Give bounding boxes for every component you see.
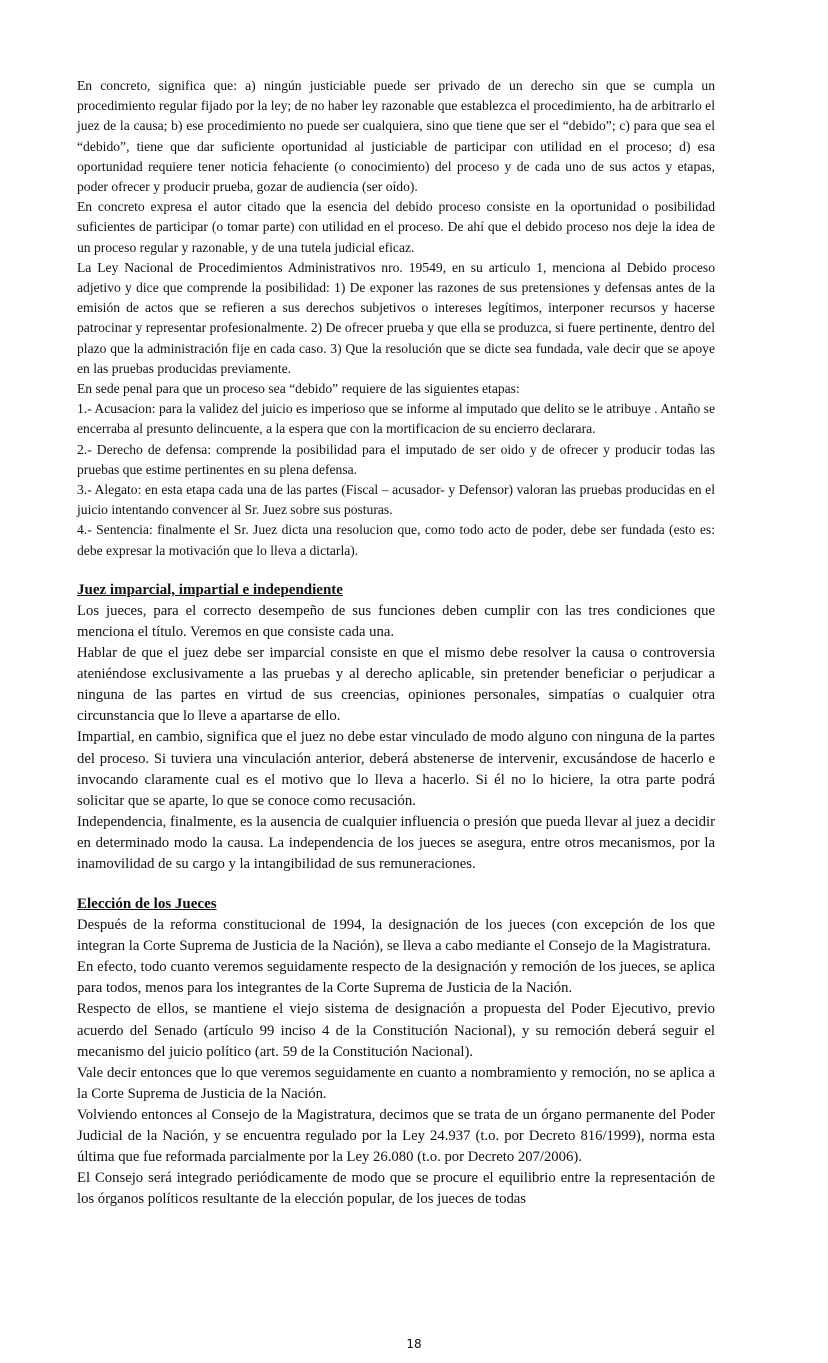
- paragraph: En sede penal para que un proceso sea “debido” requiere de las siguientes etapas:: [77, 381, 520, 397]
- paragraph: Impartial, en cambio, significa que el juez no debe estar vinculado de modo alguno con ninguna de la partes del proceso. Si tuviera una vinculación anterior, deberá abstenerse de intervenir, excusándose de hacerlo e invocando claramente cual es el motivo que lo lleva a hacerlo. Si él no lo hiciere, la otra parte podrá solicitar que se aparte, lo que se conoce como recusación.: [77, 729, 715, 809]
- paragraph: Los jueces, para el correcto desempeño de sus funciones deben cumplir con las tres condiciones que menciona el título. Veremos en que consiste cada una.: [77, 602, 715, 640]
- section-juez-imparcial: [77, 580, 715, 875]
- list-item: 2.- Derecho de defensa: comprende la posibilidad para el imputado de ser oido y de ofrecer y producir todas las pruebas que estime pertinentes en su plena defensa.: [77, 441, 715, 477]
- list-item: 4.- Sentencia: finalmente el Sr. Juez dicta una resolucion que, como todo acto de poder, debe ser fundada (esto es: debe expresar la motivación que lo lleva a dictarla).: [77, 522, 715, 558]
- section-gap: [77, 561, 715, 580]
- section-heading: Elección de los Jueces: [77, 896, 217, 913]
- paragraph: En concreto, significa que: a) ningún justiciable puede ser privado de un derecho sin que se cumpla un procedimiento regular fijado por la ley; de no haber ley razonable que establezca el procedimiento, ha de arbitrarlo el juez de la causa; b) ese procedimiento no puede ser cualquiera, sino que tiene que ser el “debido”; c) para que sea el “debido”, tiene que dar suficiente oportunidad al justiciable de participar con utilidad en el proceso; d) esa oportunidad requiere tener noticia fehaciente (o conocimiento) del proceso y de cada uno de sus actos y etapas, poder ofrecer y producir prueba, gozar de audiencia (ser oído).: [77, 78, 715, 195]
- paragraph: En concreto expresa el autor citado que la esencia del debido proceso consiste en la oportunidad o posibilidad suficientes de participar (o tomar parte) con utilidad en el proceso. De ahí que el debido proceso nos deje la idea de un proceso regular y razonable, y de una tutela judicial eficaz.: [77, 199, 715, 255]
- section-gap: [77, 875, 715, 894]
- paragraph: La Ley Nacional de Procedimientos Administrativos nro. 19549, en su articulo 1, menciona al Debido proceso adjetivo y dice que comprende la posibilidad: 1) De exponer las razones de sus pretensiones y defensas antes de la emisión de actos que se refieren a sus derechos subjetivos o intereses legítimos, interponer recursos y hacerse patrocinar y representar profesionalmente. 2) De ofrecer prueba y que ella se produzca, si fuere pertinente, dentro del plazo que la administración fije en cada caso. 3) Que la resolución que se dicte sea fundada, vale decir que se apoye en las pruebas producidas previamente.: [77, 259, 715, 376]
- paragraph: Hablar de que el juez debe ser imparcial consiste en que el mismo debe resolver la causa o controversia ateniéndose exclusivamente a las pruebas y al derecho aplicable, sin pretender beneficiar o perjudicar a ninguna de las partes en virtud de sus creencias, opiniones personales, simpatías o cualquier otra circunstancia que lo lleve a apartarse de ello.: [77, 645, 715, 725]
- paragraph: El Consejo será integrado periódicamente de modo que se procure el equilibrio entre la representación de los órganos políticos resultante de la elección popular, de los jueces de todas: [77, 1170, 715, 1208]
- paragraph: Independencia, finalmente, es la ausencia de cualquier influencia o presión que pueda llevar al juez a decidir en determinado modo la causa. La independencia de los jueces se asegura, entre otros mecanismos, por la inamovilidad de su cargo y la intangibilidad de sus remuneraciones.: [77, 813, 715, 872]
- paragraph: Respecto de ellos, se mantiene el viejo sistema de designación a propuesta del Poder Ejecutivo, previo acuerdo del Senado (artículo 99 inciso 4 de la Constitución Nacional), y su remoción deberá seguir el mecanismo del juicio político (art. 59 de la Constitución Nacional).: [77, 1001, 715, 1060]
- list-item: 1.- Acusacion: para la validez del juicio es imperioso que se informe al imputado que delito se le atribuye . Antaño se encerraba al presunto delincuente, a la espera que con la mortificacion de su encierro declarara.: [77, 401, 715, 437]
- page-number: 18: [406, 1337, 422, 1351]
- paragraph: Volviendo entonces al Consejo de la Magistratura, decimos que se trata de un órgano permanente del Poder Judicial de la Nación, y se encuentra regulado por la Ley 24.937 (t.o. por Decreto 816/1999), norma esta última que fue reformada parcialmente por la Ley 26.080 (t.o. por Decreto 207/2006).: [77, 1106, 715, 1166]
- section-heading: Juez imparcial, impartial e independiente: [77, 581, 343, 598]
- paragraph: Vale decir entonces que lo que veremos seguidamente en cuanto a nombramiento y remoción, no se aplica a la Corte Suprema de Justicia de la Nación.: [77, 1064, 715, 1102]
- list-item: 3.- Alegato: en esta etapa cada una de las partes (Fiscal – acusador- y Defensor) valoran las pruebas producidas en el juicio intentando convencer al Sr. Juez sobre sus posturas.: [77, 482, 715, 518]
- paragraph: Después de la reforma constitucional de 1994, la designación de los jueces (con excepción de los que integran la Corte Suprema de Justicia de la Nación), se lleva a cabo mediante el Consejo de la Magistratura.: [77, 917, 715, 955]
- section-debido-proceso: [77, 76, 715, 561]
- section-eleccion-jueces: [77, 894, 715, 1210]
- paragraph: En efecto, todo cuanto veremos seguidamente respecto de la designación y remoción de los jueces, se aplica para todos, menos para los integrantes de la Corte Suprema de Justicia de la Nación.: [77, 959, 715, 997]
